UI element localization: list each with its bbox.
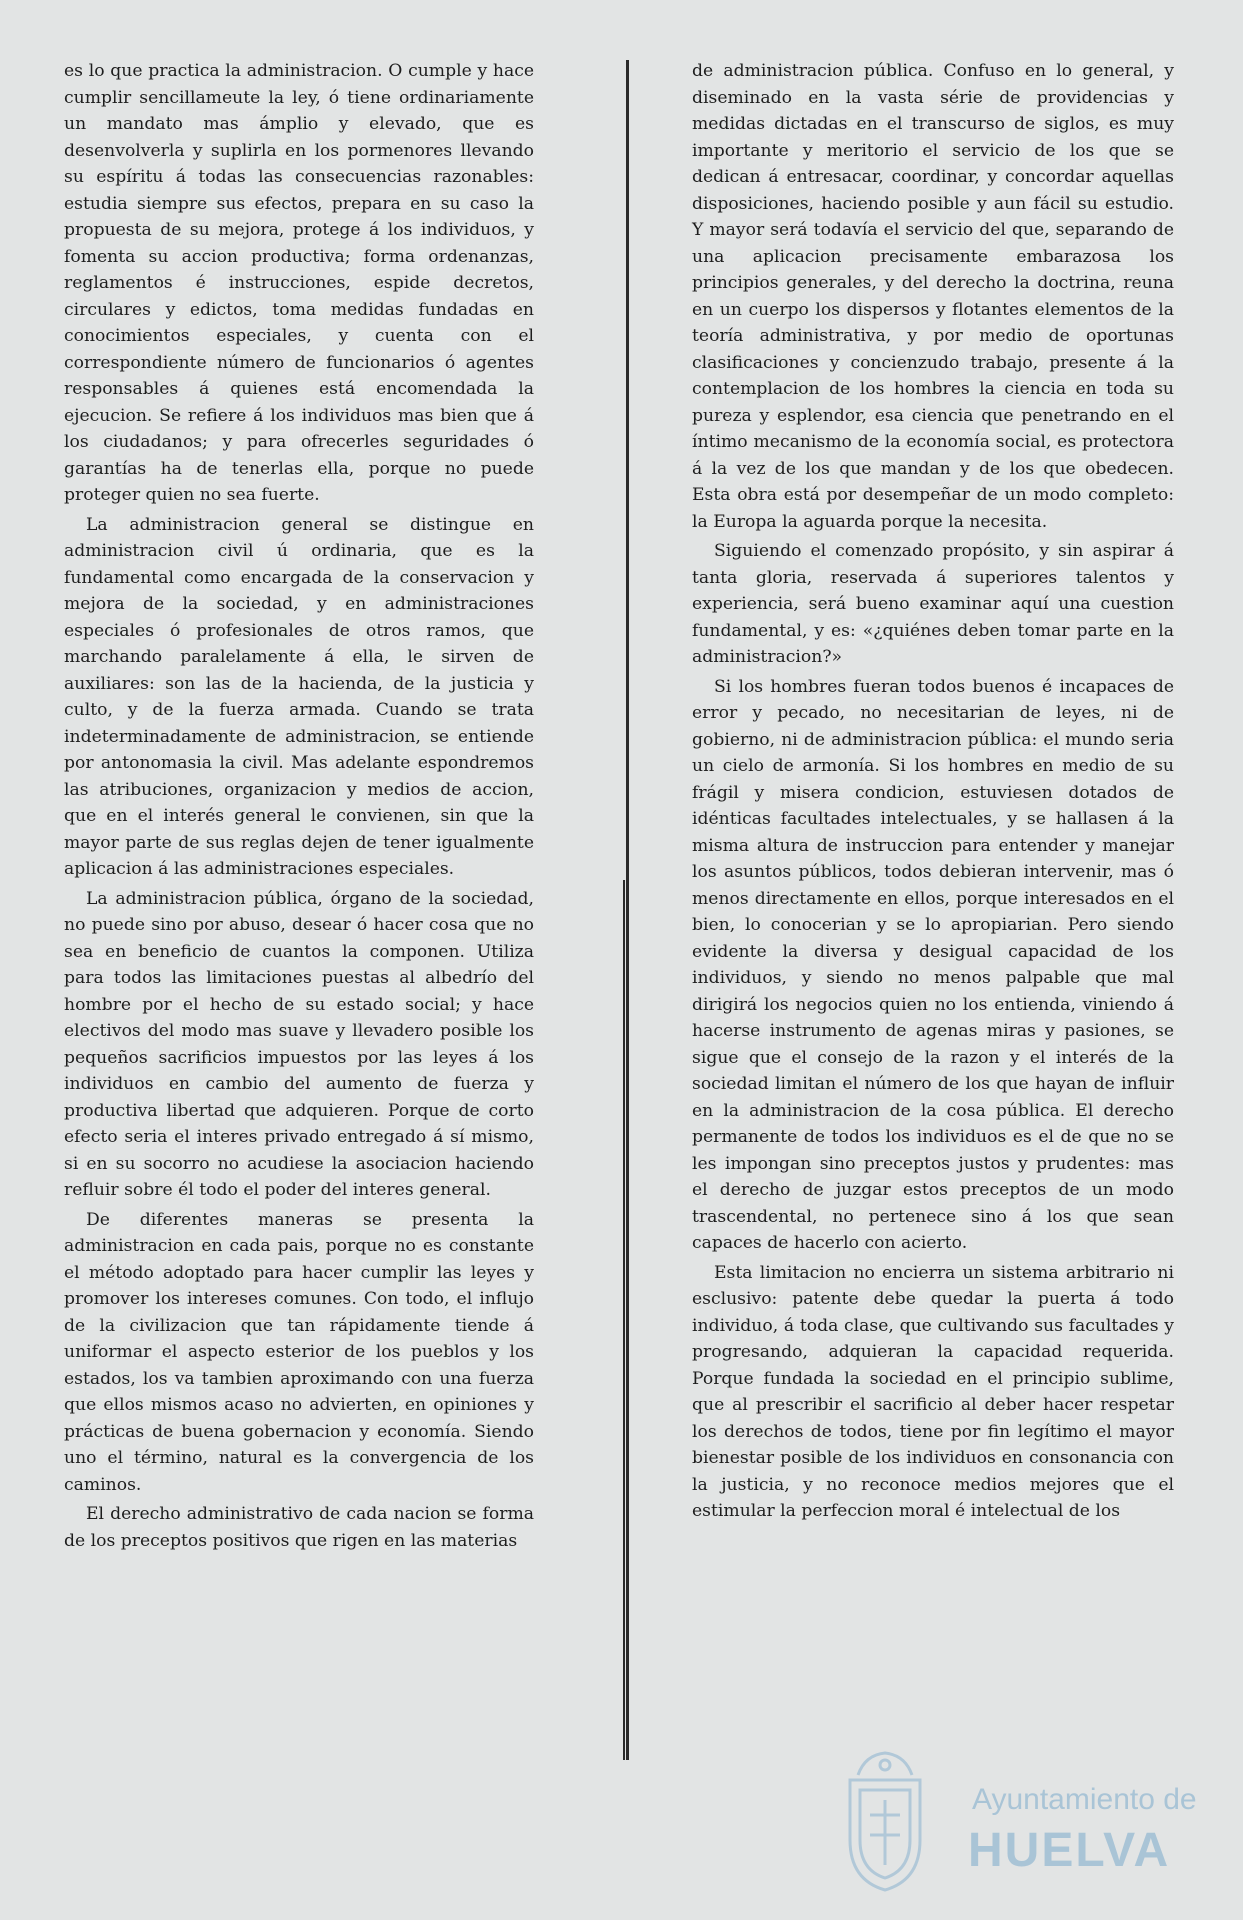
left-text-column — [64, 58, 534, 1557]
coat-of-arms-icon — [830, 1745, 940, 1895]
column-divider — [623, 880, 625, 1760]
paragraph: La administracion pública, órgano de la sociedad, no puede sino por abuso, desear ó hacer cosa que no sea en beneficio de cuantos la componen. Utiliza para todos las limitaciones puestas al albedrío del hombre por el hecho de su estado social; y hace electivos del modo mas suave y llevadero posible los pequeños sacrificios impuestos por las leyes á los individuos en cambio del aumento de fuerza y productiva libertad que adquieren. Porque de corto efecto seria el interes privado entregado á sí mismo, si en su socorro no acudiese la asociacion haciendo refluir sobre él todo el poder del interes general. — [64, 888, 534, 1200]
paragraph: es lo que practica la administracion. O cumple y hace cumplir sencillameute la ley, ó tiene ordinariamente un mandato mas ámplio y elevado, que es desenvolverla y suplirla en los pormenores llevando su espíritu á todas las consecuencias razonables: estudia siempre sus efectos, prepara en su caso la propuesta de su mejora, protege á los individuos, y fomenta su accion productiva; forma ordenanzas, reglamentos é instrucciones, espide decretos, circulares y edictos, toma medidas fundadas en conocimientos especiales, y cuenta con el correspondiente número de funcionarios ó agentes responsables á quienes está encomendada la ejecucion. Se refiere á los individuos mas bien que á los ciudadanos; y para ofrecerles seguridades ó garantías ha de tenerlas ella, porque no puede proteger quien no sea fuerte. — [64, 61, 534, 505]
watermark-line-1: Ayuntamiento de — [972, 1783, 1197, 1816]
paragraph: La administracion general se distingue en administracion civil ú ordinaria, que es la fundamental como encargada de la conservacion y mejora de la sociedad, y en administraciones especiales ó profesionales de otros ramos, que marchando paralelamente á ella, le sirven de auxiliares: son las de la hacienda, de la justicia y culto, y de la fuerza armada. Cuando se trata indeterminadamente de administracion, se entiende por antonomasia la civil. Mas adelante espondremos las atribuciones, organizacion y medios de accion, que en el interés general le convienen, sin que la mayor parte de sus reglas dejen de tener igualmente aplicacion á las administraciones especiales. — [64, 514, 534, 879]
paragraph: Si los hombres fueran todos buenos é incapaces de error y pecado, no necesitarian de leyes, ni de gobierno, ni de administracion pública: el mundo seria un cielo de armonía. Si los hombres en medio de su frágil y misera condicion, estuviesen dotados de idénticas facultades intelectuales, y se hallasen á la misma altura de instruccion para entender y manejar los asuntos públicos, todos debieran intervenir, mas ó menos directamente en ellos, porque interesados en el bien, lo conocerian y se lo apropiarian. Pero siendo evidente la diversa y desigual capacidad de los individuos, y siendo no menos palpable que mal dirigirá los negocios quien no los entienda, viniendo á hacerse instrumento de agenas miras y pasiones, se sigue que el consejo de la razon y el interés de la sociedad limitan el número de los que hayan de influir en la administracion de la cosa pública. El derecho permanente de todos los individuos es el de que no se les impongan sino preceptos justos y prudentes: mas el derecho de juzgar estos preceptos de un modo trascendental, no pertenece sino á los que sean capaces de hacerlo con acierto. — [692, 676, 1174, 1253]
paragraph: El derecho administrativo de cada nacion se forma de los preceptos positivos que rigen en las materias — [64, 1504, 534, 1551]
paragraph: de administracion pública. Confuso en lo general, y diseminado en la vasta série de providencias y medidas dictadas en el transcurso de siglos, es muy importante y meritorio el servicio de los que se dedican á entresacar, coordinar, y concordar aquellas disposiciones, haciendo posible y aun fácil su estudio. Y mayor será todavía el servicio del que, separando de una aplicacion precisamente embarazosa los principios generales, y del derecho la doctrina, reuna en un cuerpo los dispersos y flotantes elementos de la teoría administrativa, y por medio de oportunas clasificaciones y concienzudo trabajo, presente á la contemplacion de los hombres la ciencia en toda su pureza y esplendor, esa ciencia que penetrando en el íntimo mecanismo de la economía social, es protectora á la vez de los que mandan y de los que obedecen. Esta obra está por desempeñar de un modo completo: la Europa la aguarda porque la necesita. — [692, 61, 1174, 532]
ayuntamiento-huelva-watermark — [800, 1745, 1220, 1895]
watermark-line-2: HUELVA — [968, 1824, 1171, 1877]
right-text-column — [692, 58, 1174, 1528]
column-divider — [626, 60, 629, 1760]
paragraph: Siguiendo el comenzado propósito, y sin aspirar á tanta gloria, reservada á superiores talentos y experiencia, será bueno examinar aquí una cuestion fundamental, y es: «¿quiénes deben tomar parte en la administracion?» — [692, 541, 1174, 667]
paragraph: De diferentes maneras se presenta la administracion en cada pais, porque no es constante el método adoptado para hacer cumplir las leyes y promover los intereses comunes. Con todo, el influjo de la civilizacion que tan rápidamente tiende á uniformar el aspecto esterior de los pueblos y los estados, los va tambien aproximando con una fuerza que ellos mismos acaso no advierten, en opiniones y prácticas de buena gobernacion y economía. Siendo uno el término, natural es la convergencia de los caminos. — [64, 1209, 534, 1495]
paragraph: Esta limitacion no encierra un sistema arbitrario ni esclusivo: patente debe quedar la puerta á todo individuo, á toda clase, que cultivando sus facultades y progresando, adquieran la capacidad requerida. Porque fundada la sociedad en el principio sublime, que al prescribir el sacrificio al deber hacer respetar los derechos de todos, tiene por fin legítimo el mayor bienestar posible de los individuos en consonancia con la justicia, y no reconoce medios mejores que el estimular la perfeccion moral é intelectual de los — [692, 1262, 1174, 1521]
